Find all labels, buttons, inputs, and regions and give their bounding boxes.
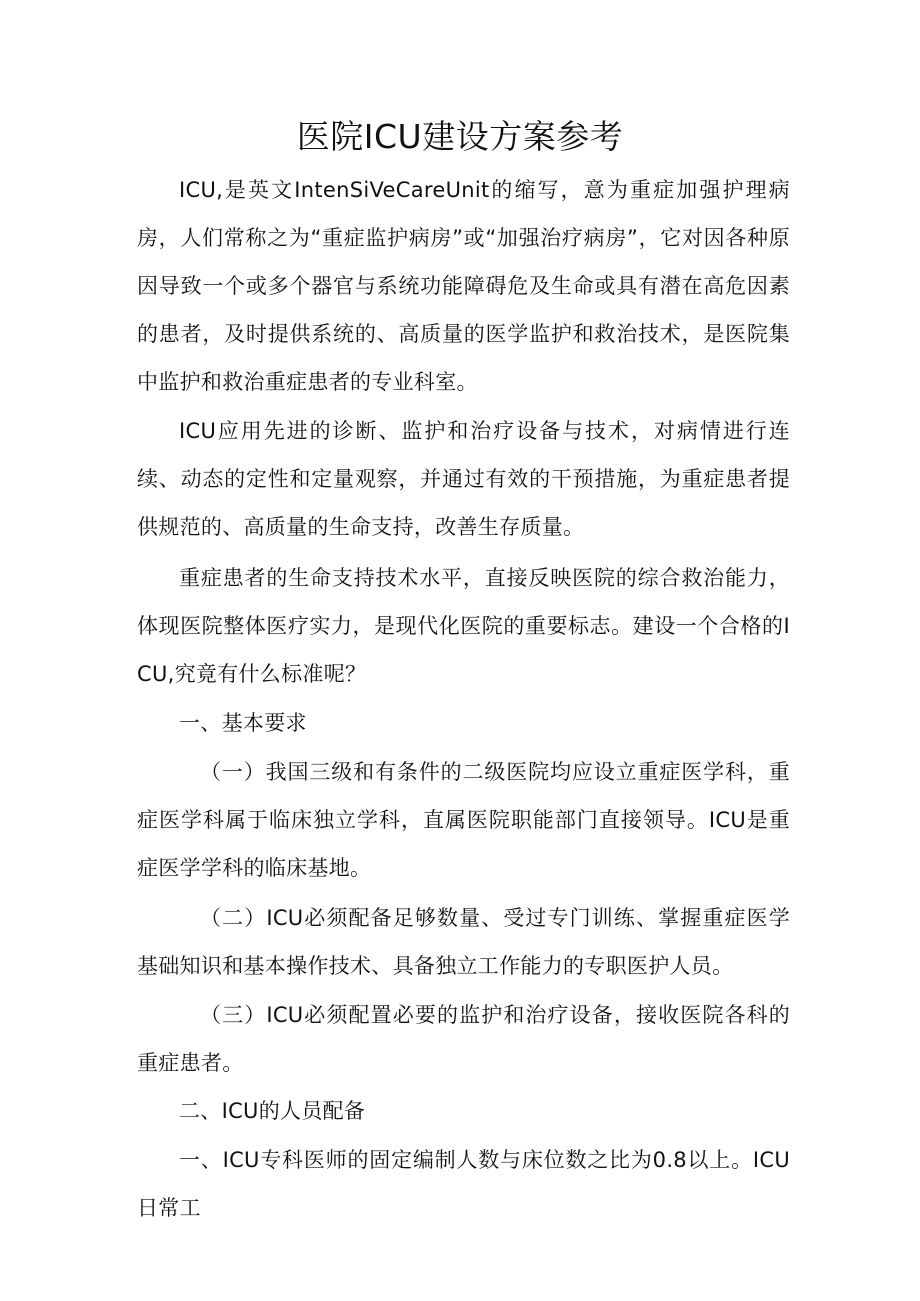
icu-standard-paragraph: 重症患者的生命支持技术水平，直接反映医院的综合救治能力，体现医院整体医疗实力，是现代化医院的重要标志。建设一个合格的ICU,究竟有什么标准呢？ bbox=[137, 566, 790, 686]
icu-function-paragraph: ICU应用先进的诊断、监护和治疗设备与技术，对病情进行连续、动态的定性和定量观察，并通过有效的干预措施，为重症患者提供规范的、高质量的生命支持，改善生存质量。 bbox=[137, 419, 790, 539]
staffing-paragraph: 一、ICU专科医师的固定编制人数与床位数之比为0.8以上。ICU日常工 bbox=[137, 1148, 790, 1220]
section-heading-staffing: 二、ICU的人员配备 bbox=[179, 1099, 366, 1123]
requirement-item-2: （二）ICU必须配备足够数量、受过专门训练、掌握重症医学基础知识和基本操作技术、具备独立工作能力的专职医护人员。 bbox=[137, 906, 790, 978]
requirement-item-3: （三）ICU必须配置必要的监护和治疗设备，接收医院各科的重症患者。 bbox=[137, 1003, 790, 1075]
document-title: 医院ICU建设方案参考 bbox=[296, 117, 624, 156]
requirement-item-1: （一）我国三级和有条件的二级医院均应设立重症医学科，重症医学科属于临床独立学科，直属医院职能部门直接领导。ICU是重症医学学科的临床基地。 bbox=[137, 760, 790, 880]
section-heading-basic-requirements: 一、基本要求 bbox=[179, 711, 307, 735]
intro-paragraph: ICU,是英文IntenSiVeCareUnit的缩写，意为重症加强护理病房，人们常称之为“重症监护病房”或“加强治疗病房”，它对因各种原因导致一个或多个器官与系统功能障碍危及生命或具有潜在高危因素的患者，及时提供系统的、高质量的医学监护和救治技术，是医院集中监护和救治重症患者的专业科室。 bbox=[137, 178, 790, 394]
